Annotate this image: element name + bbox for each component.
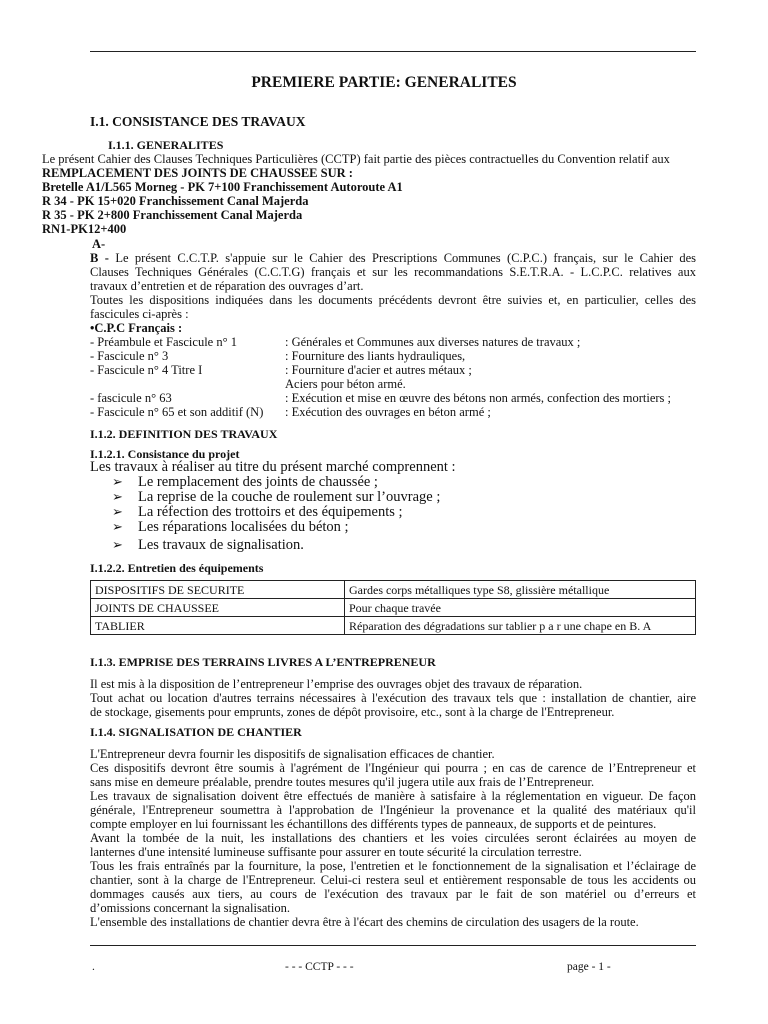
- table-cell: JOINTS DE CHAUSSEE: [91, 599, 345, 617]
- table-cell: DISPOSITIFS DE SECURITE: [91, 581, 345, 599]
- works-item-3: Les réparations localisées du béton ;: [138, 519, 349, 535]
- intro-paragraph: Le présent Cahier des Clauses Techniques Particulières (CCTP) fait partie des pièces contractuelles du Convention relatif aux: [42, 152, 670, 166]
- works-lead: Les travaux à réaliser au titre du présent marché comprennent :: [90, 459, 456, 475]
- footer-left: .: [92, 961, 95, 973]
- works-item-1: La reprise de la couche de roulement sur l’ouvrage ;: [138, 489, 441, 505]
- fascicule-right-4: : Exécution et mise en œuvre des bétons non armés, confection des mortiers ;: [285, 391, 672, 405]
- emprise-line-2: Tout achat ou location d'autres terrains nécessaires à l'exécution des travaux tels que : installation de chantier, aire: [90, 691, 696, 705]
- footer-page-number: page - 1 -: [567, 961, 611, 973]
- cpc-heading: •C.P.C Français :: [90, 321, 183, 335]
- signalisation-line: L'Entrepreneur devra fournir les dispositifs de signalisation efficaces de chantier.: [90, 747, 495, 761]
- signalisation-line: Tous les frais entraînés par la fourniture, la pose, l'entretien et le fonctionnement de la signalisation et l’éclairage de: [90, 859, 696, 873]
- arrow-bullet-icon: ➢: [112, 474, 123, 489]
- emprise-line-3: de stockage, gisements pour emprunts, zones de dépôt provisoire, etc., sont à la charge de l'Entrepreneur.: [90, 705, 615, 719]
- item-b-label: B -: [90, 251, 109, 265]
- table-cell: TABLIER: [91, 617, 345, 635]
- equipment-table: [90, 580, 696, 635]
- signalisation-line: L'ensemble des installations de chantier devra être à l'écart des chemins de circulation des usagers de la route.: [90, 915, 639, 929]
- subsection-heading-1-1-2-1: I.1.2.1. Consistance du projet: [90, 447, 240, 461]
- signalisation-line: lanternes d'une intensité lumineuse suffisante pour assurer en toute sécurité la circulation terrestre.: [90, 845, 582, 859]
- fascicule-left-2: - Fascicule n° 4 Titre I: [90, 363, 203, 377]
- header-rule: [90, 51, 696, 52]
- signalisation-line: compte employer en lui fournissant les échantillons des différents types de panneaux, de supports et de peintures.: [90, 817, 657, 831]
- project-line-4: RN1-PK12+400: [42, 222, 127, 236]
- fascicule-left-1: - Fascicule n° 3: [90, 349, 169, 363]
- table-row: [91, 617, 696, 635]
- project-line-0: REMPLACEMENT DES JOINTS DE CHAUSSEE SUR :: [42, 166, 353, 180]
- item-b-line-3: travaux d’entretien et de réparation des ouvrages d’art.: [90, 279, 364, 293]
- table-row: [91, 599, 696, 617]
- section-heading-1-1-3: I.1.3. EMPRISE DES TERRAINS LIVRES A L’ENTREPRENEUR: [90, 655, 436, 669]
- arrow-bullet-icon: ➢: [112, 504, 123, 519]
- signalisation-line: sans mise en demeure préalable, prendre toutes mesures qu'il jugera utile aux frais de l’Entrepreneur.: [90, 775, 595, 789]
- fascicule-right-3: Aciers pour béton armé.: [285, 377, 406, 391]
- subsection-heading-1-1-1: I.1.1. GENERALITES: [108, 138, 224, 152]
- works-item-4: Les travaux de signalisation.: [138, 537, 304, 553]
- arrow-bullet-icon: ➢: [112, 537, 123, 552]
- dispositions-line-1: Toutes les dispositions indiquées dans les documents précédents devront être suivies et, en particulier, celles des: [90, 293, 696, 307]
- emprise-line-1: Il est mis à la disposition de l’entrepreneur l’emprise des ouvrages objet des travaux de réparation.: [90, 677, 583, 691]
- fascicule-left-4: - fascicule n° 63: [90, 391, 172, 405]
- arrow-bullet-icon: ➢: [112, 519, 123, 534]
- section-heading-1-1: I.1. CONSISTANCE DES TRAVAUX: [90, 114, 306, 129]
- signalisation-line: d’omissions concernant la signalisation.: [90, 901, 290, 915]
- item-a: A-: [92, 237, 106, 251]
- section-heading-1-1-4: I.1.4. SIGNALISATION DE CHANTIER: [90, 725, 302, 739]
- project-line-2: R 34 - PK 15+020 Franchissement Canal Majerda: [42, 194, 309, 208]
- dispositions-line-2: fascicules ci-après :: [90, 307, 189, 321]
- page-title: PREMIERE PARTIE: GENERALITES: [251, 74, 517, 91]
- table-cell: Réparation des dégradations sur tablier p a r une chape en B. A: [345, 617, 696, 635]
- item-b-line-1: [90, 251, 696, 265]
- fascicule-right-1: : Fourniture des liants hydrauliques,: [285, 349, 466, 363]
- project-line-1: Bretelle A1/L565 Morneg - PK 7+100 Franchissement Autoroute A1: [42, 180, 403, 194]
- item-b-text: Le présent C.C.T.P. s'appuie sur le Cahier des Prescriptions Communes (C.P.C.) français, sur le Cahier des: [108, 251, 697, 265]
- table-row: [91, 581, 696, 599]
- table-cell: Gardes corps métalliques type S8, glissière métallique: [345, 581, 696, 599]
- footer-center: - - - CCTP - - -: [285, 961, 354, 973]
- works-item-0: Le remplacement des joints de chaussée ;: [138, 474, 378, 490]
- project-line-3: R 35 - PK 2+800 Franchissement Canal Majerda: [42, 208, 303, 222]
- signalisation-line: Les travaux de signalisation doivent être effectués de manière à satisfaire à la réglementation en vigueur. De façon: [90, 789, 696, 803]
- item-b-line-2: Clauses Techniques Générales (C.C.T.G) français et sur les recommandations S.E.T.R.A. - L.C.P.C. relatives aux: [90, 265, 696, 279]
- signalisation-line: générale, l'Entrepreneur soumettra à l'approbation de l'Ingénieur la provenance et la qualité des matériaux qu'il: [90, 803, 696, 817]
- signalisation-line: Ces dispositifs devront être soumis à l'agrément de l'Ingénieur qui pourra ; en cas de carence de l’Entrepreneur et: [90, 761, 696, 775]
- section-heading-1-1-2: I.1.2. DEFINITION DES TRAVAUX: [90, 427, 278, 441]
- fascicule-right-5: : Exécution des ouvrages en béton armé ;: [285, 405, 491, 419]
- fascicule-right-0: : Générales et Communes aux diverses natures de travaux ;: [285, 335, 581, 349]
- fascicule-right-2: : Fourniture d'acier et autres métaux ;: [285, 363, 472, 377]
- works-item-2: La réfection des trottoirs et des équipements ;: [138, 504, 403, 520]
- footer-rule: [90, 945, 696, 946]
- subsection-heading-1-1-2-2: I.1.2.2. Entretien des équipements: [90, 561, 264, 575]
- fascicule-left-0: - Préambule et Fascicule n° 1: [90, 335, 237, 349]
- signalisation-line: dommages causés aux tiers, au cours de l'exécution des travaux par le fait de son matériel ou d’erreurs et: [90, 887, 696, 901]
- table-cell: Pour chaque travée: [345, 599, 696, 617]
- arrow-bullet-icon: ➢: [112, 489, 123, 504]
- signalisation-line: Avant la tombée de la nuit, les installations des chantiers et les voies circulées seront éclairées au moyen de: [90, 831, 696, 845]
- fascicule-left-5: - Fascicule n° 65 et son additif (N): [90, 405, 264, 419]
- signalisation-line: chantier, sont à la charge de l'Entrepreneur. Celui-ci restera seul et entièrement responsable de tous les accidents ou: [90, 873, 696, 887]
